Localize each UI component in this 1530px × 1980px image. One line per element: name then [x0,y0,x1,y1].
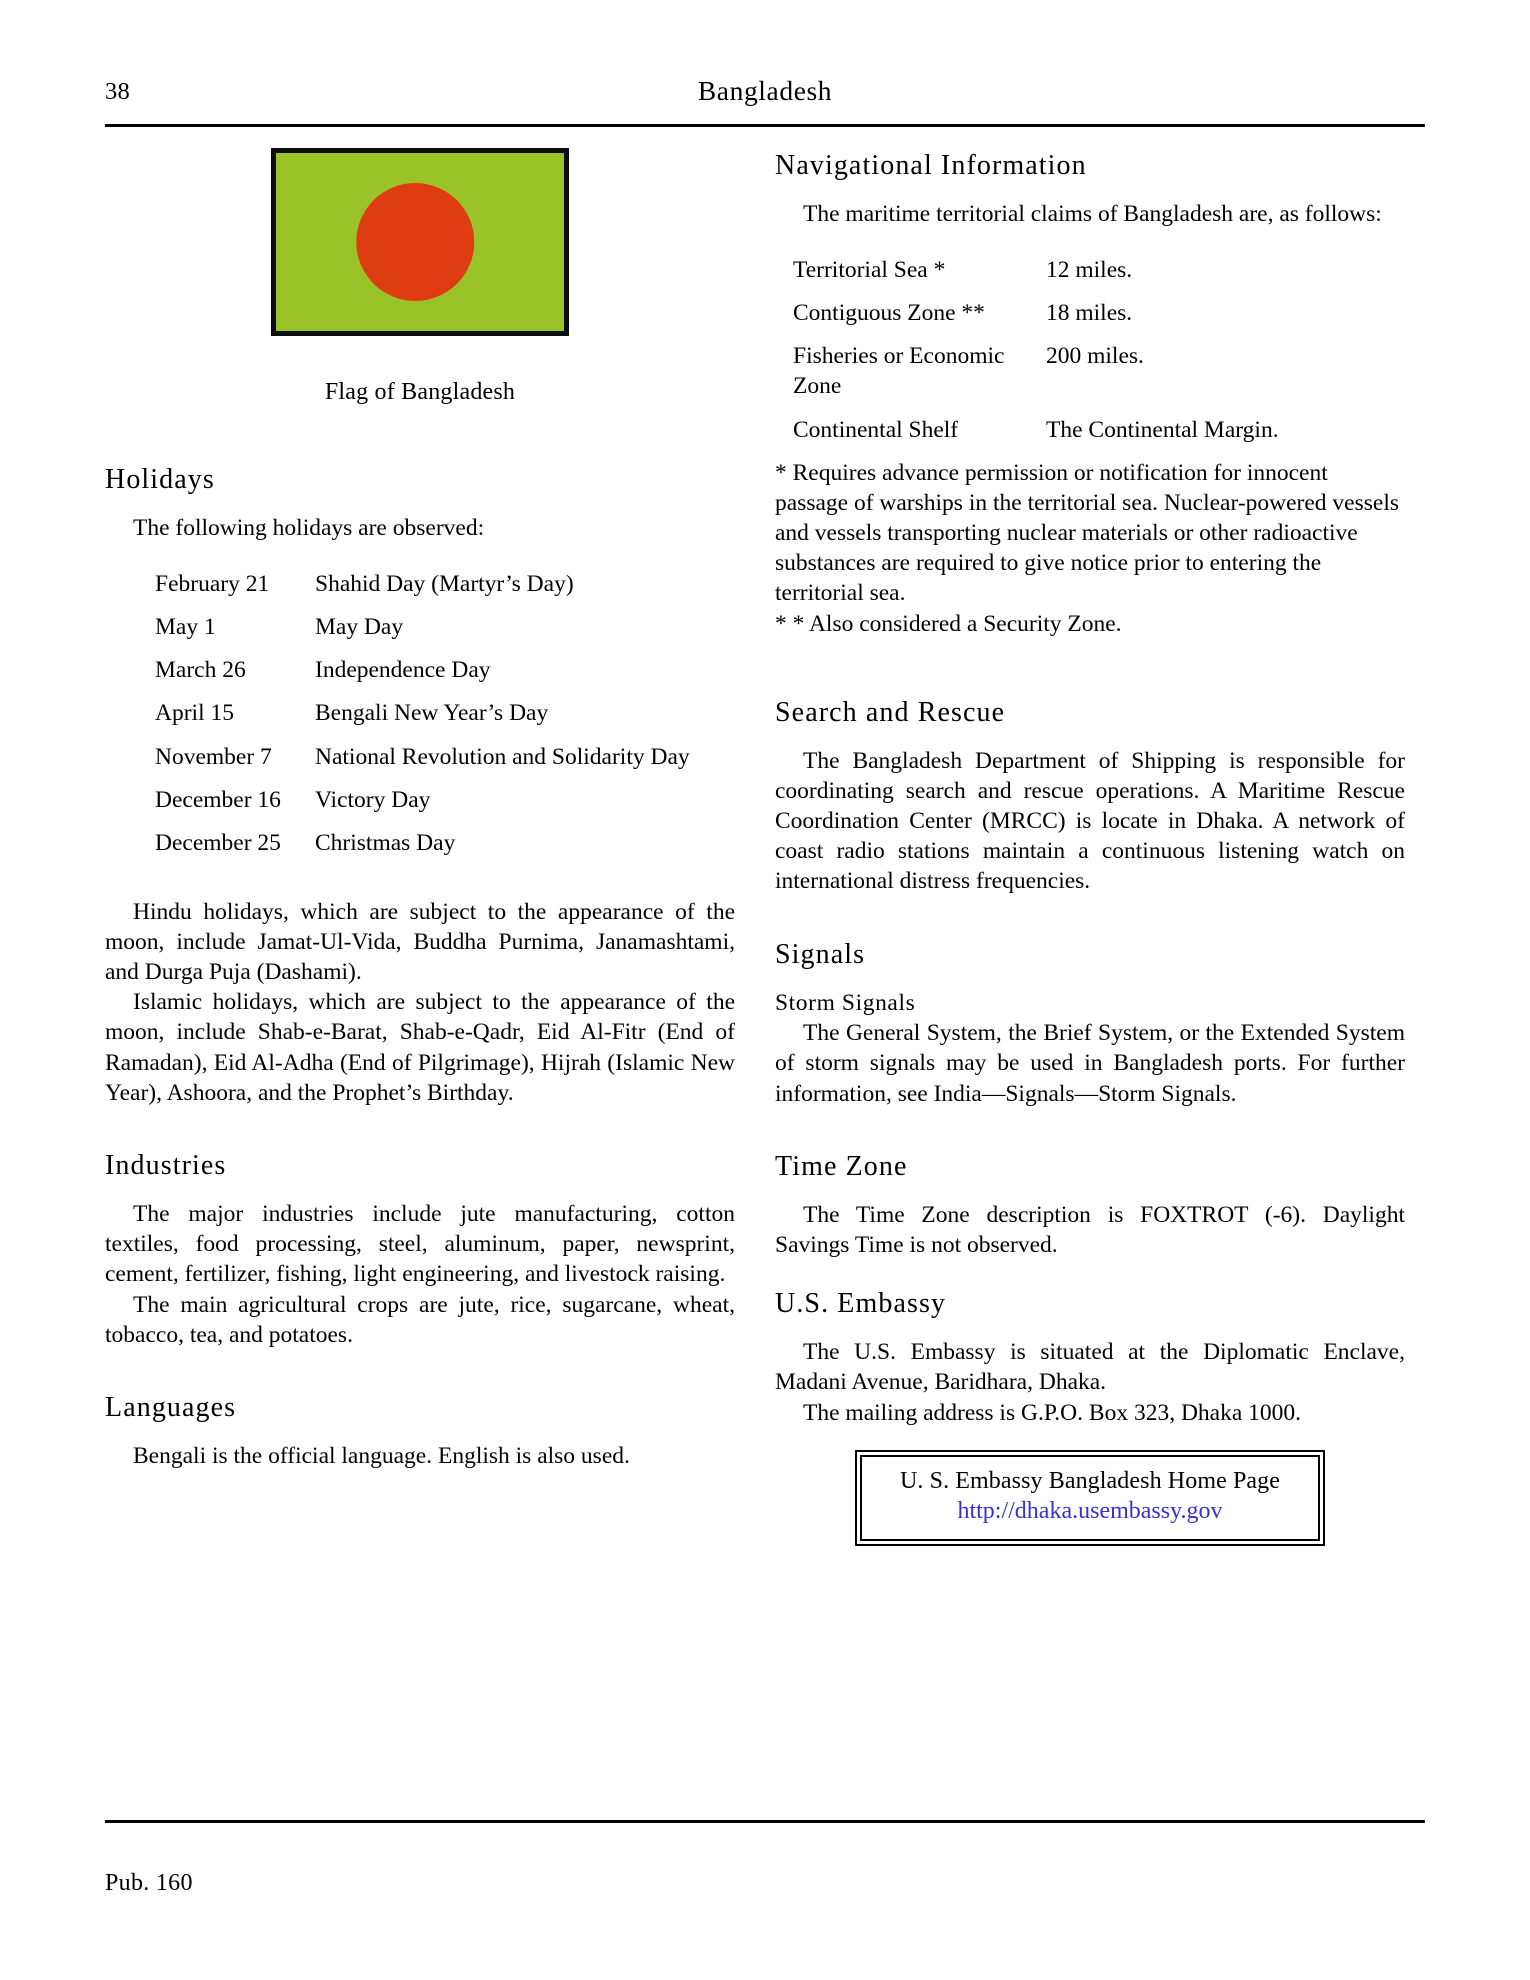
holiday-name: Victory Day [315,786,431,813]
holiday-date: March 26 [155,657,246,684]
right-column [775,148,1405,1546]
section-heading-languages: Languages [105,1391,237,1423]
navigational-information-intro: The maritime territorial claims of Bangladesh are, as follows: [803,201,1382,227]
section-heading-holidays: Holidays [105,464,215,495]
us-embassy-paragraph-2: The mailing address is G.P.O. Box 323, Dhaka 1000. [803,1399,1302,1426]
us-embassy-paragraph-1: The U.S. Embassy is situated at the Diplomatic Enclave, Madani Avenue, Baridhara, Dhaka. [775,1339,1405,1396]
languages-paragraph-1: Bengali is the official language. English is also used. [133,1442,630,1469]
holiday-date: April 15 [155,700,234,727]
claim-limit: The Continental Margin. [1046,416,1279,443]
table-row [155,612,785,642]
holidays-islamic-paragraph: Islamic holidays, which are subject to the appearance of the moon, include Shab-e-Barat, Shab-e-Qadr, Eid Al-Fitr (End of Ramadan), Eid Al-Adha (End of Pilgrimage), Hijrah (Islamic New Year), Ashoora, and the Prophet’s Birthday. [105,989,735,1106]
table-row [155,569,785,599]
claim-zone: Fisheries or Economic Zone [793,343,1005,400]
holiday-name: May Day [315,614,404,641]
holiday-name: Christmas Day [315,829,456,856]
holidays-intro: The following holidays are observed: [133,515,485,541]
claim-limit: 200 miles. [1046,343,1144,370]
running-head [105,75,1425,118]
claim-zone: Continental Shelf [793,416,959,443]
table-row [793,341,1423,401]
section-heading-navigational-information: Navigational Information [775,150,1087,181]
claim-limit: 18 miles. [1046,300,1133,327]
storm-signals-paragraph-1: The General System, the Brief System, or the Extended System of storm signals may be used in Bangladesh ports. For further information, see India—Signals—Storm Signals. [775,1020,1405,1107]
flag-of-bangladesh-image [271,148,569,336]
table-row [155,698,785,728]
section-heading-time-zone: Time Zone [775,1150,908,1182]
holiday-date: November 7 [155,743,272,770]
embassy-homepage-box-inner [860,1455,1320,1541]
embassy-homepage-link[interactable]: http://dhaka.usembassy.gov [957,1498,1223,1525]
subheading-storm-signals: Storm Signals [775,989,916,1016]
section-heading-signals: Signals [775,938,866,970]
holiday-date: May 1 [155,614,216,641]
claim-zone: Contiguous Zone ** [793,300,985,327]
time-zone-paragraph-1: The Time Zone description is FOXTROT (-6). Daylight Savings Time is not observed. [775,1201,1405,1258]
maritime-claims-table [775,255,1423,444]
section-heading-us-embassy: U.S. Embassy [775,1288,947,1320]
flag-red-disc [356,183,474,301]
page-title: Bangladesh [697,75,833,106]
industries-paragraph-1: The major industries include jute manufacturing, cotton textiles, food processing, steel, aluminum, paper, newsprint, cement, fertilizer, fishing, light engineering, and livestock raising. [105,1201,735,1288]
table-row [793,255,1423,285]
table-row [155,742,785,772]
table-row [155,655,785,685]
footer-rule [105,1820,1425,1823]
industries-paragraph-2: The main agricultural crops are jute, rice, sugarcane, wheat, tobacco, tea, and potatoes. [105,1291,735,1348]
navigational-footnote-2: * * Also considered a Security Zone. [775,610,1122,637]
holidays-hindu-paragraph: Hindu holidays, which are subject to the appearance of the moon, include Jamat-Ul-Vida, Buddha Purnima, Janamashtami, and Durga Puja (Dashami). [105,898,735,986]
claim-limit: 12 miles. [1046,257,1133,284]
section-heading-industries: Industries [105,1150,227,1182]
holiday-name: National Revolution and Solidarity Day [315,743,690,770]
header-rule [105,124,1425,127]
holidays-table [105,569,785,858]
holiday-name: Bengali New Year’s Day [315,700,549,727]
table-row [793,415,1423,445]
holiday-name: Shahid Day (Martyr’s Day) [315,571,574,598]
holiday-name: Independence Day [315,657,491,684]
claim-zone: Territorial Sea * [793,257,946,284]
section-heading-search-and-rescue: Search and Rescue [775,696,1006,728]
flag-figure [105,148,735,406]
embassy-homepage-box [855,1450,1325,1546]
table-row [793,298,1423,328]
publication-number: Pub. 160 [105,1870,193,1896]
table-row [155,785,785,815]
left-column [105,148,735,1471]
holiday-date: February 21 [155,571,270,598]
holiday-date: December 25 [155,829,281,856]
flag-caption: Flag of Bangladesh [324,379,516,405]
embassy-homepage-title: U. S. Embassy Bangladesh Home Page [899,1467,1281,1494]
holiday-date: December 16 [155,786,281,813]
page-number: 38 [105,78,130,105]
search-and-rescue-paragraph-1: The Bangladesh Department of Shipping is responsible for coordinating search and rescue operations. A Maritime Rescue Coordination Center (MRCC) is locate in Dhaka. A network of coast radio stations maintain a continuous listening watch on international distress frequencies. [775,747,1405,895]
table-row [155,828,785,858]
navigational-footnote-1: * Requires advance permission or notification for innocent passage of warships in the territorial sea. Nuclear-powered vessels and vessels transporting nuclear materials or other radioactive substances are required to give notice prior to entering the territorial sea. [775,459,1400,607]
